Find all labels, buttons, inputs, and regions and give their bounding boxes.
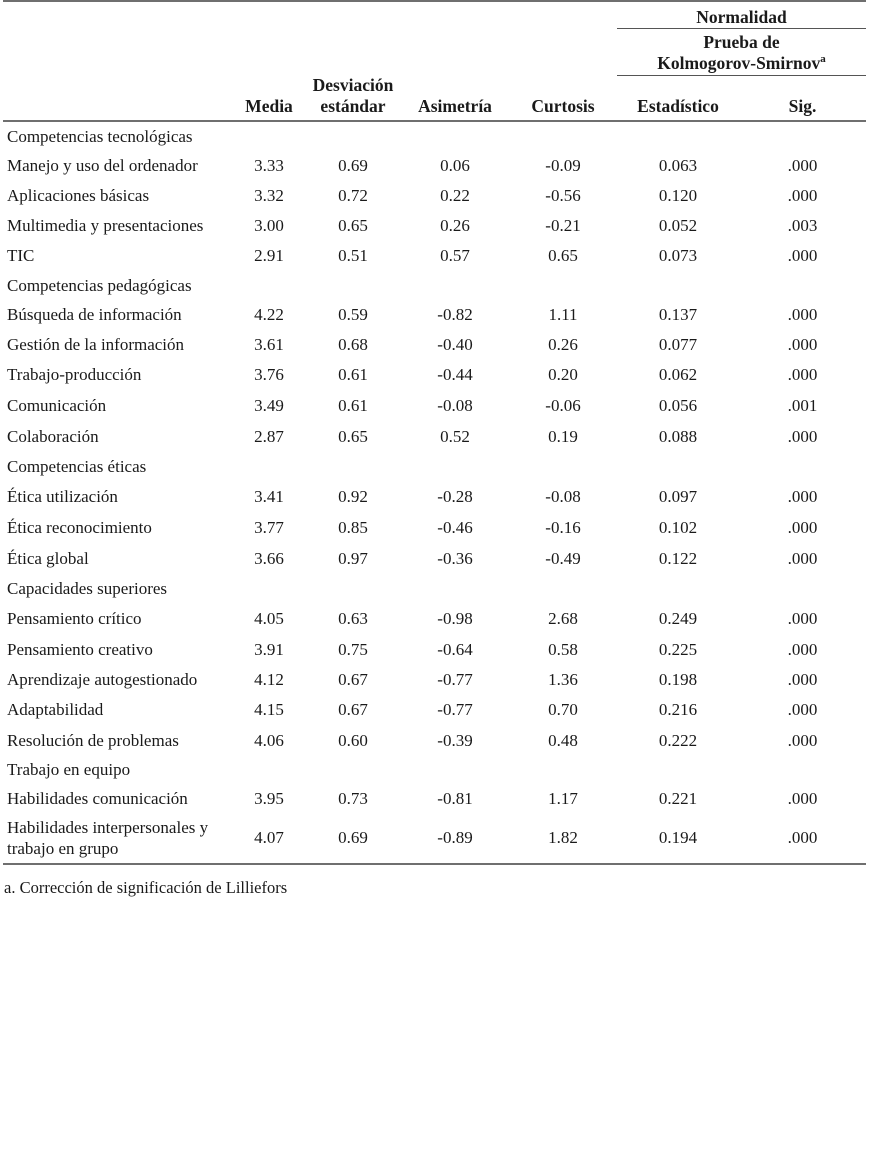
table-row [3, 421, 866, 452]
cell-estadistico: 0.088 [658, 426, 698, 446]
row-label: Ética utilización [7, 486, 118, 506]
header-column-media: Media [233, 75, 305, 121]
row-label: Aplicaciones básicas [7, 186, 150, 206]
row-label: Búsqueda de información [7, 305, 182, 325]
cell-asimetria: 0.22 [440, 186, 470, 206]
cell-curtosis: 0.58 [548, 640, 578, 660]
table-row [3, 543, 866, 574]
cell-media: 3.00 [254, 216, 284, 236]
table-section-row [3, 574, 866, 603]
cell-estadistico: 0.120 [658, 186, 698, 206]
cell-estadistico: 0.077 [658, 334, 698, 354]
table-row [3, 300, 866, 329]
cell-desviacion-estandar: 0.92 [338, 486, 368, 506]
cell-estadistico: 0.056 [658, 395, 698, 415]
cell-media: 3.91 [254, 640, 284, 660]
table-row [3, 180, 866, 211]
section-label: Competencias tecnológicas [7, 126, 193, 146]
header-group-prueba-line2: Kolmogorov-Smirnov [657, 52, 821, 73]
cell-media: 4.12 [254, 670, 284, 690]
row-label: Gestión de la información [7, 334, 185, 354]
footnote-marker-a: a [820, 52, 826, 65]
cell-sig: .000 [787, 486, 818, 506]
table-section-row [3, 121, 866, 151]
cell-curtosis: 1.17 [548, 788, 578, 808]
table-row [3, 481, 866, 512]
row-label: Ética global [7, 549, 89, 569]
cell-sig: .001 [787, 395, 818, 415]
cell-media: 4.05 [254, 609, 284, 629]
cell-media: 3.61 [254, 334, 284, 354]
cell-sig: .000 [787, 186, 818, 206]
cell-media: 3.77 [254, 518, 284, 537]
cell-asimetria: -0.40 [437, 334, 473, 354]
header-spacer-media [233, 2, 305, 29]
row-label: Resolución de problemas [7, 730, 179, 750]
table-row [3, 211, 866, 240]
table-body [3, 121, 866, 864]
cell-sig: .000 [787, 828, 818, 848]
cell-asimetria: -0.82 [437, 305, 473, 325]
cell-desviacion-estandar: 0.73 [338, 788, 368, 808]
row-label: Adaptabilidad [7, 700, 104, 720]
cell-curtosis: -0.08 [545, 486, 581, 506]
cell-curtosis: 0.19 [548, 426, 578, 446]
table-row [3, 603, 866, 634]
cell-estadistico: 0.216 [658, 700, 698, 720]
cell-estadistico: 0.198 [658, 670, 698, 690]
cell-sig: .000 [787, 640, 818, 660]
cell-curtosis: -0.49 [545, 549, 581, 569]
cell-asimetria: -0.98 [437, 609, 473, 629]
header-group-normalidad: Normalidad [617, 2, 866, 29]
cell-sig: .000 [787, 518, 818, 537]
cell-curtosis: 0.70 [548, 700, 578, 720]
row-label: Multimedia y presentaciones [7, 216, 204, 236]
table-section-row [3, 452, 866, 481]
cell-asimetria: -0.28 [437, 486, 473, 506]
cell-desviacion-estandar: 0.61 [338, 395, 368, 415]
header-spacer-curtosis-2 [509, 29, 617, 76]
cell-desviacion-estandar: 0.67 [338, 670, 368, 690]
table-bottom-rule [3, 864, 866, 865]
cell-curtosis: 1.11 [548, 305, 578, 325]
table-footnote: a. Corrección de significación de Lilliefors [4, 877, 288, 897]
cell-sig: .000 [787, 334, 818, 354]
cell-asimetria: 0.52 [440, 426, 470, 446]
row-label: Trabajo-producción [7, 364, 142, 384]
cell-curtosis: 0.20 [548, 364, 578, 384]
cell-desviacion-estandar: 0.97 [338, 549, 368, 569]
table-section-row [3, 755, 866, 784]
table-row [3, 359, 866, 390]
cell-sig: .000 [787, 364, 818, 384]
cell-estadistico: 0.137 [658, 305, 698, 325]
header-row-columns [3, 75, 866, 121]
cell-desviacion-estandar: 0.69 [338, 156, 368, 176]
table-row [3, 151, 866, 180]
cell-media: 2.87 [254, 426, 284, 446]
cell-asimetria: -0.81 [437, 788, 473, 808]
cell-desviacion-estandar: 0.60 [338, 730, 368, 750]
cell-desviacion-estandar: 0.69 [338, 828, 368, 848]
cell-curtosis: -0.21 [545, 216, 581, 236]
section-label: Competencias pedagógicas [7, 276, 192, 296]
cell-asimetria: -0.39 [437, 730, 473, 750]
row-label: Manejo y uso del ordenador [7, 156, 198, 176]
header-group-prueba-kolmogorov [617, 29, 866, 76]
header-column-label-blank [3, 75, 233, 121]
cell-desviacion-estandar: 0.85 [338, 518, 368, 537]
cell-estadistico: 0.063 [658, 156, 698, 176]
table-row [3, 512, 866, 543]
cell-asimetria: -0.46 [437, 518, 473, 537]
cell-media: 4.06 [254, 730, 284, 750]
cell-media: 2.91 [254, 246, 284, 266]
cell-sig: .000 [787, 426, 818, 446]
cell-asimetria: 0.57 [440, 246, 470, 266]
cell-curtosis: -0.16 [545, 518, 581, 537]
cell-asimetria: -0.44 [437, 364, 473, 384]
cell-sig: .000 [787, 700, 818, 720]
table-row [3, 330, 866, 359]
cell-asimetria: -0.77 [437, 700, 473, 720]
header-column-asimetria: Asimetría [401, 75, 509, 121]
cell-curtosis: 1.36 [548, 670, 578, 690]
cell-estadistico: 0.222 [658, 730, 698, 750]
cell-media: 3.66 [254, 549, 284, 569]
table-section-row [3, 271, 866, 300]
row-label: Pensamiento crítico [7, 609, 142, 629]
cell-sig: .000 [787, 246, 818, 266]
header-spacer-asimetria [401, 2, 509, 29]
header-row-group-prueba [3, 29, 866, 76]
cell-estadistico: 0.221 [658, 788, 698, 808]
cell-sig: .000 [787, 788, 818, 808]
table-row [3, 665, 866, 694]
section-label: Competencias éticas [7, 456, 147, 476]
header-spacer-curtosis [509, 2, 617, 29]
cell-curtosis: -0.06 [545, 395, 581, 415]
header-spacer-sd-2 [305, 29, 401, 76]
cell-curtosis: -0.56 [545, 186, 581, 206]
table-row [3, 784, 866, 813]
cell-estadistico: 0.052 [658, 216, 698, 236]
cell-curtosis: 0.65 [548, 246, 578, 266]
row-label: Habilidades comunicación [7, 788, 188, 808]
cell-estadistico: 0.249 [658, 609, 698, 629]
cell-asimetria: -0.89 [437, 828, 473, 848]
row-label: Habilidades interpersonales y trabajo en grupo [7, 817, 209, 858]
cell-curtosis: -0.09 [545, 156, 581, 176]
row-label: TIC [7, 246, 35, 266]
cell-asimetria: -0.77 [437, 670, 473, 690]
cell-curtosis: 0.48 [548, 730, 578, 750]
row-label: Colaboración [7, 426, 99, 446]
cell-estadistico: 0.225 [658, 640, 698, 660]
cell-sig: .000 [787, 156, 818, 176]
cell-curtosis: 0.26 [548, 334, 578, 354]
cell-desviacion-estandar: 0.61 [338, 364, 368, 384]
cell-curtosis: 2.68 [548, 609, 578, 629]
cell-media: 3.49 [254, 395, 284, 415]
cell-asimetria: 0.26 [440, 216, 470, 236]
cell-estadistico: 0.073 [658, 246, 698, 266]
row-label: Aprendizaje autogestionado [7, 670, 198, 690]
table-footer [3, 864, 866, 865]
cell-asimetria: -0.64 [437, 640, 473, 660]
table-row [3, 390, 866, 421]
cell-asimetria: 0.06 [440, 156, 470, 176]
cell-desviacion-estandar: 0.65 [338, 426, 368, 446]
cell-desviacion-estandar: 0.67 [338, 700, 368, 720]
row-label: Pensamiento creativo [7, 640, 153, 660]
table-row [3, 726, 866, 755]
cell-asimetria: -0.08 [437, 395, 473, 415]
cell-sig: .000 [787, 730, 818, 750]
table-header [3, 1, 866, 121]
header-column-curtosis: Curtosis [509, 75, 617, 121]
descriptive-statistics-table [3, 0, 866, 865]
section-label: Trabajo en equipo [7, 759, 131, 779]
cell-sig: .003 [787, 216, 818, 236]
cell-desviacion-estandar: 0.68 [338, 334, 368, 354]
cell-desviacion-estandar: 0.63 [338, 609, 368, 629]
header-spacer-label [3, 2, 233, 29]
cell-sig: .000 [787, 549, 818, 569]
header-column-sd-line2: estándar [320, 95, 386, 116]
header-spacer-sd [305, 2, 401, 29]
header-column-desviacion-estandar [305, 75, 401, 121]
section-label: Capacidades superiores [7, 579, 168, 599]
cell-estadistico: 0.062 [658, 364, 698, 384]
cell-sig: .000 [787, 609, 818, 629]
cell-media: 3.32 [254, 186, 284, 206]
header-column-estadistico: Estadístico [617, 75, 739, 121]
table-row [3, 240, 866, 271]
header-column-sd-line1: Desviación [312, 75, 394, 96]
cell-curtosis: 1.82 [548, 828, 578, 848]
header-spacer-label-2 [3, 29, 233, 76]
cell-desviacion-estandar: 0.59 [338, 305, 368, 325]
table-row [3, 634, 866, 665]
header-group-prueba-line1: Prueba de [703, 32, 780, 53]
header-row-group-normalidad [3, 2, 866, 29]
cell-media: 4.22 [254, 305, 284, 325]
header-spacer-asimetria-2 [401, 29, 509, 76]
cell-desviacion-estandar: 0.75 [338, 640, 368, 660]
table-row [3, 694, 866, 725]
row-label: Ética reconocimiento [7, 518, 152, 537]
cell-estadistico: 0.122 [658, 549, 698, 569]
cell-desviacion-estandar: 0.51 [338, 246, 368, 266]
cell-media: 3.41 [254, 486, 284, 506]
row-label: Comunicación [7, 395, 107, 415]
cell-media: 3.95 [254, 788, 284, 808]
table-row [3, 813, 866, 864]
cell-asimetria: -0.36 [437, 549, 473, 569]
cell-sig: .000 [787, 305, 818, 325]
cell-desviacion-estandar: 0.72 [338, 186, 368, 206]
cell-estadistico: 0.102 [658, 518, 698, 537]
cell-estadistico: 0.194 [658, 828, 698, 848]
cell-sig: .000 [787, 670, 818, 690]
cell-estadistico: 0.097 [658, 486, 698, 506]
cell-media: 3.33 [254, 156, 284, 176]
cell-desviacion-estandar: 0.65 [338, 216, 368, 236]
cell-media: 4.07 [254, 828, 284, 848]
header-spacer-media-2 [233, 29, 305, 76]
cell-media: 3.76 [254, 364, 284, 384]
cell-media: 4.15 [254, 700, 284, 720]
header-column-sig: Sig. [739, 75, 866, 121]
